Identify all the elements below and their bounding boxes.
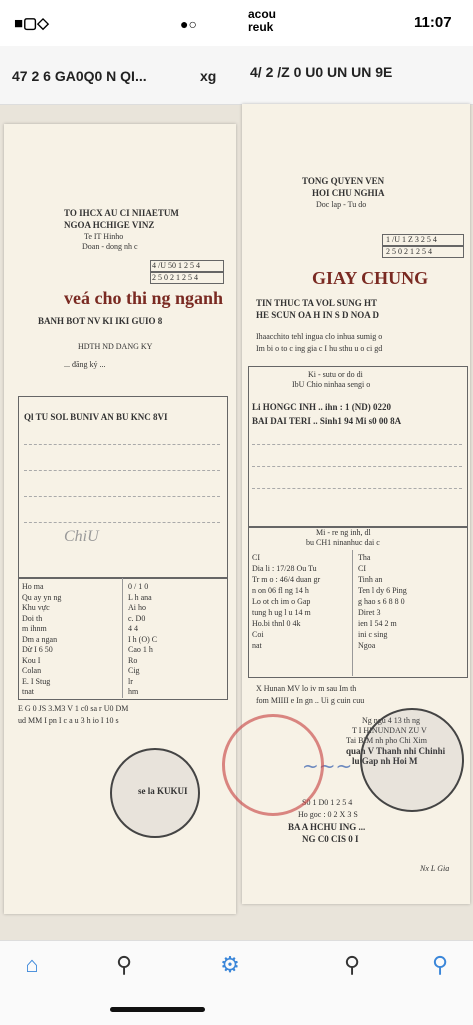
- left-col-item: Ho ma: [22, 582, 44, 591]
- right-sub-2: HE SCUN OA H IN S D NOA D: [256, 310, 380, 320]
- right-sign-5: lu Gap nh Hoi M: [352, 756, 418, 766]
- left-footer-1: E G 0 JS 3.M3 V 1 c0 sa r U0 DM: [18, 704, 129, 713]
- left-col-item: tnat: [22, 687, 34, 696]
- left-title: BANH BOT NV KI IKI GUIO 8: [38, 316, 163, 326]
- right-owner-1: Li HONGC INH .. ihn : 1 (ND) 0220: [252, 402, 392, 412]
- left-col-item: Coi: [252, 630, 264, 639]
- left-col-item: Ho.bi thnl 0 4k: [252, 619, 301, 628]
- right-code-1: 1 /U 1 Z 3 2 5 4: [386, 235, 437, 244]
- camera-indicator: ●○: [180, 16, 197, 32]
- home-icon[interactable]: ⌂: [25, 952, 39, 977]
- right-bottom-3: BA A HCHU ING ...: [288, 822, 366, 832]
- bottom-nav: [0, 940, 473, 1025]
- settings-icon[interactable]: ⚙: [220, 952, 240, 977]
- right-sign-4: quan V Thanh nhi Chinhi: [346, 746, 446, 756]
- home-indicator: [110, 1007, 205, 1012]
- carrier-label: acou reuk: [248, 7, 277, 34]
- user-icon[interactable]: ⚲: [343, 952, 361, 977]
- right-detail-left-col: [252, 552, 320, 651]
- right-col-item: Tha: [358, 553, 371, 562]
- left-col-item: Colan: [22, 666, 42, 675]
- left-code-1: 4 /U 50 1 2 5 4: [152, 261, 200, 270]
- right-bottom-1: S0 1 D0 1 2 5 4: [302, 798, 353, 807]
- right-footer-1: X Hunan MV lo iv m sau Im th: [256, 684, 357, 693]
- right-col-item: 4 4: [128, 624, 138, 633]
- clock: 11:07: [414, 14, 452, 31]
- right-box1-sub: IbU Chio ninhaa sengi o: [292, 380, 371, 389]
- left-footer-2: ud MM I pn I c a u 3 h io I 10 s: [18, 716, 119, 725]
- left-detail-right-col: [128, 582, 157, 698]
- left-col-item: Lo ot ch im o Gap: [252, 597, 311, 606]
- left-code-2: 2 5 0 2 1 2 5 4: [152, 273, 198, 282]
- right-col-item: ien I 54 2 m: [358, 619, 397, 628]
- left-seal-text: se la KUKUI: [138, 786, 188, 796]
- right-col-item: Ngoa: [358, 641, 376, 650]
- divider: [24, 522, 220, 524]
- left-box-title: Ql TU SOL BUNIV AN BU KNC 8VI: [24, 412, 168, 422]
- right-bottom-2: Ho goc : 0 2 X 3 S: [298, 810, 358, 819]
- right-col-item: 0 / 1 0: [128, 582, 149, 591]
- right-col-item: c. D0: [128, 613, 146, 623]
- left-col-item: m ihnm: [22, 624, 47, 633]
- right-box1-title: Ki - sutu or do di: [308, 370, 363, 379]
- left-col-item: n on 06 fl ng 14 h: [252, 586, 309, 595]
- left-col-item: Kou I: [22, 655, 41, 665]
- right-col-item: ini c sing: [358, 630, 388, 639]
- document-viewer[interactable]: [0, 104, 473, 940]
- right-code-2: 2 5 0 2 1 2 5 4: [386, 247, 432, 256]
- left-url-suffix: xg: [200, 68, 217, 84]
- left-line-a: HDTH ND DANG KY: [78, 342, 153, 351]
- signature-mark: ~~~: [302, 754, 353, 778]
- right-footer-2: fom MIIII e In gn .. Ui g cuin cuu: [256, 696, 365, 705]
- right-header-1: TONG QUYEN VEN: [302, 176, 385, 186]
- right-box2-title: Mi - re ng inh, dl: [316, 528, 371, 537]
- left-watermark: veá cho thi ng nganh: [64, 288, 224, 308]
- right-col-item: Ten l dy 6 Ping: [358, 586, 407, 595]
- left-info-box: [18, 396, 228, 578]
- left-header-3: Te IT Hinho: [84, 232, 124, 241]
- right-col-item: hm: [128, 687, 139, 696]
- right-detail-right-col: [358, 552, 407, 651]
- left-col-item: Dm a ngan: [22, 634, 58, 644]
- right-col-item: Tinh an: [358, 575, 383, 584]
- right-owner-2: BAI DAI TERI .. Sinh1 94 Mi s0 00 8A: [252, 416, 402, 426]
- divider: [24, 496, 220, 498]
- left-col-item: Doi th: [22, 613, 43, 623]
- status-bar: [0, 0, 473, 46]
- right-col-item: CI: [358, 564, 366, 573]
- red-seal: [222, 714, 324, 816]
- divider: [252, 444, 462, 446]
- right-sign-2: T I HINUNDAN ZU V: [352, 726, 427, 735]
- right-col-item: I h (O) C: [128, 634, 158, 644]
- right-col-item: Cig: [128, 666, 140, 675]
- left-col-item: tung h ug l u 14 m: [252, 608, 311, 617]
- column-divider: [352, 550, 353, 676]
- divider: [24, 444, 220, 446]
- left-col-item: CI: [252, 553, 260, 562]
- right-header-3: Doc lap - Tu do: [316, 200, 367, 209]
- right-seal: [360, 708, 464, 812]
- left-document: [4, 124, 236, 914]
- right-sub-1: TIN THUC TA VOL SUNG HT: [256, 298, 377, 308]
- left-col-item: Qu ay yn ng: [22, 592, 62, 602]
- magnify-icon[interactable]: ⚲: [431, 952, 449, 977]
- left-url[interactable]: 47 2 6 GA0Q0 N QI...: [12, 68, 147, 84]
- left-col-item: Khu vực: [22, 603, 50, 612]
- right-url[interactable]: 4/ 2 /Z 0 U0 UN UN 9E: [250, 64, 393, 80]
- search-icon[interactable]: ⚲: [115, 952, 133, 977]
- right-title: GIAY CHUNG: [312, 268, 429, 288]
- left-sign-mark: ChiU: [64, 528, 99, 545]
- right-box2-sub: bu CH1 ninanhuc dai c: [306, 538, 380, 547]
- signal-indicator: ■▢◇: [14, 15, 49, 32]
- column-divider: [122, 578, 123, 698]
- right-sign-1: Ng ngu 4 13 th ng: [362, 716, 420, 725]
- left-header-2: NGOA HCHIGE VINZ: [64, 220, 155, 230]
- right-col-item: L h ana: [128, 592, 152, 602]
- right-header-2: HOI CHU NGHIA: [312, 188, 385, 198]
- left-col-item: Tr m o : 46/4 duan gr: [252, 575, 321, 584]
- left-col-item: E. I Stug: [22, 676, 51, 686]
- right-bottom-5: Nx L Gia: [420, 864, 450, 873]
- right-col-item: Diret 3: [358, 608, 381, 617]
- left-header-1: TO IHCX AU CI NIIAETUM: [64, 208, 179, 218]
- address-bar[interactable]: [0, 46, 473, 105]
- left-col-item: nat: [252, 641, 262, 650]
- divider: [252, 466, 462, 468]
- left-header-4: Doan - dong nh c: [82, 242, 138, 251]
- right-owner-box: [248, 366, 468, 528]
- right-col-item: g hao s 6 8 8 0: [358, 597, 405, 606]
- right-desc-2: Im bi o to c ing gia c I hu sthu u o ci gd: [256, 344, 383, 353]
- right-col-item: Cao 1 h: [128, 645, 153, 654]
- divider: [252, 488, 462, 490]
- right-col-item: Ai ho: [128, 603, 146, 612]
- right-desc-1: Ihaacchito tehl ingua clo inhua sumig o: [256, 332, 383, 341]
- right-col-item: lr: [128, 676, 133, 686]
- divider: [24, 470, 220, 472]
- left-col-item: Dừ I 6 50: [22, 645, 53, 654]
- left-detail-left-col: [22, 582, 61, 698]
- left-line-b: ... đăng ký ...: [64, 360, 106, 369]
- right-sign-3: Tai BIM nh pho Chi Xim: [346, 736, 427, 745]
- left-col-item: Dia li : 17/28 Ou Tu: [252, 564, 317, 573]
- right-bottom-4: NG C0 CIS 0 I: [302, 834, 359, 844]
- right-col-item: Ro: [128, 655, 138, 665]
